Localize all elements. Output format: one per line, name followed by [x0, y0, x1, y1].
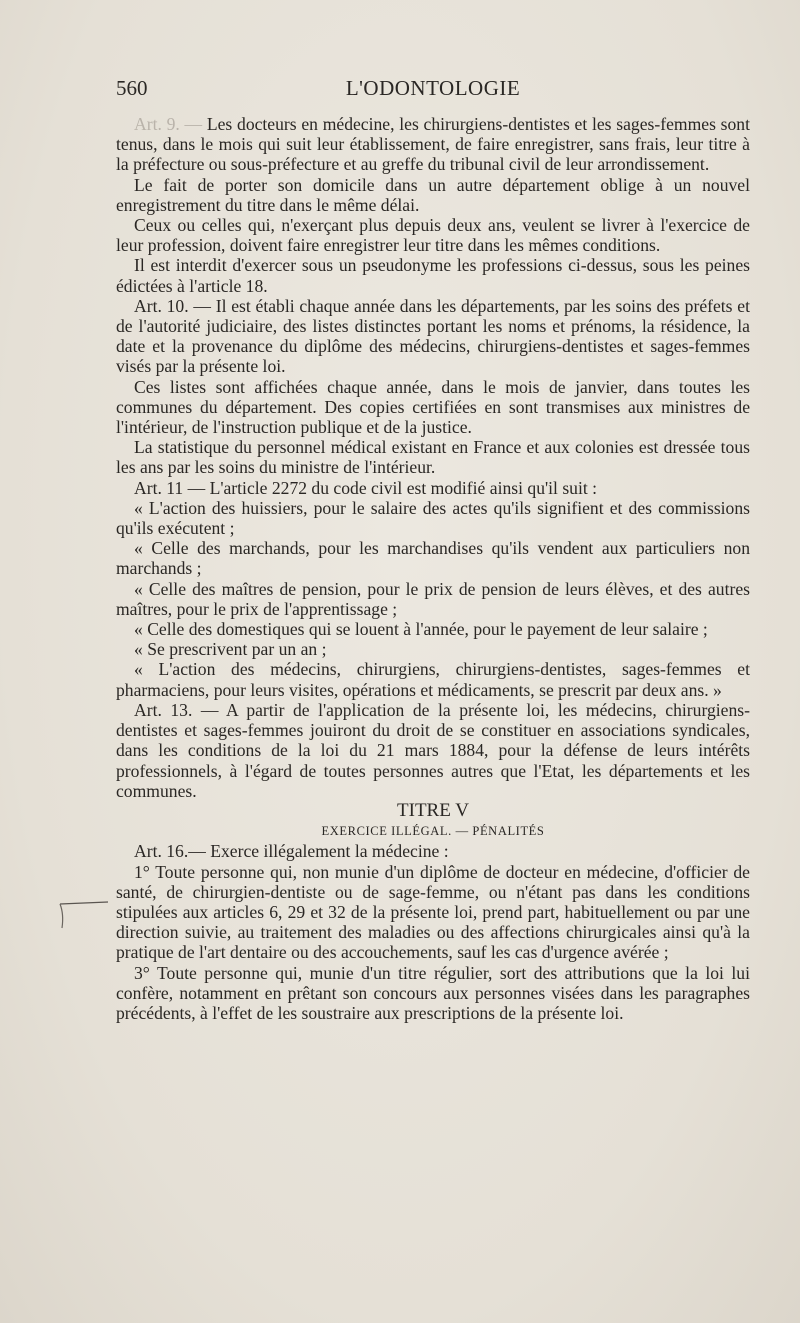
paragraph-text: La statistique du personnel médical existant en France et aux colonies est dressée tous les ans par les soins du ministre de l'intérieur. — [116, 437, 750, 478]
paragraph — [116, 437, 750, 477]
paragraph-text: « Se prescrivent par un an ; — [134, 639, 327, 660]
document-body — [116, 114, 750, 1023]
paragraph — [116, 700, 750, 801]
paragraph — [116, 255, 750, 295]
paragraph — [116, 175, 750, 215]
paragraph — [116, 579, 750, 619]
section-title: TITRE V — [397, 799, 469, 821]
paragraph — [116, 498, 750, 538]
paragraph — [116, 478, 750, 498]
paragraph — [116, 963, 750, 1024]
paragraphs-top — [116, 114, 750, 801]
paragraph-text: « Celle des domestiques qui se louent à l'année, pour le payement de leur salaire ; — [134, 619, 708, 640]
paragraph-text: 3° Toute personne qui, munie d'un titre régulier, sort des attributions que la loi lui confère, notamment en prêtant son concours aux personnes visées dans les paragraphes précédents, à l'effet de les soustraire aux prescriptions de la présente loi. — [116, 962, 750, 1023]
paragraph-text: Il est interdit d'exercer sous un pseudonyme les professions ci-dessus, sous les peines édictées à l'article 18. — [116, 255, 750, 296]
paragraph-text: « Celle des marchands, pour les marchandises qu'ils vendent aux particuliers non marchands ; — [116, 538, 750, 579]
paragraph — [116, 841, 750, 861]
paragraph-text: Art. 10. — Il est établi chaque année dans les départements, par les soins des préfets et de l'autorité judiciaire, des listes distinctes portant les noms et prénoms, la résidence, la date et la provenance du diplôme des médecins, chirurgiens-dentistes et sages-femmes visés par la présente loi. — [116, 295, 750, 377]
paragraph-text: Art. 13. — A partir de l'application de la présente loi, les médecins, chirurgiens-dentistes et sages-femmes jouiront du droit de se constituer en associations syndicales, dans les conditions de la loi du 21 mars 1884, pour la défense de leurs intérêts professionnels, à l'égard de toutes personnes autres que l'Etat, les départements et les communes. — [116, 699, 750, 801]
paragraph-text: « L'action des huissiers, pour le salaire des actes qu'ils signifient et des commissions qu'ils exécutent ; — [116, 497, 750, 539]
paragraph-text: « L'action des médecins, chirurgiens, chirurgiens-dentistes, sages-femmes et pharmaciens, pour leurs visites, opérations et médicaments, se prescrit par deux ans. » — [116, 659, 750, 700]
paragraphs-bottom — [116, 841, 750, 1023]
margin-pencil-mark — [52, 898, 112, 938]
paragraph-text: Ces listes sont affichées chaque année, dans le mois de janvier, dans toutes les communes du département. Des copies certifiées en sont transmises aux ministres de l'intérieur, de l'instruction publique et de la justice. — [116, 376, 750, 438]
paragraph-text: 1° Toute personne qui, non munie d'un diplôme de docteur en médecine, d'officier de santé, de chirurgien-dentiste ou de sage-femme, ou n'étant pas dans les conditions stipulées aux articles 6, 29 et 32 de la présente loi, prend part, habituellement ou par une direction suivie, au traitement des maladies ou des affections chirurgicales ainsi qu'à la pratique de l'art dentaire ou des accouchements, sauf les cas d'urgence avérée ; — [116, 861, 750, 963]
page-number: 560 — [116, 76, 148, 100]
paragraph — [116, 619, 750, 639]
paragraph-text: « Celle des maîtres de pension, pour le prix de pension de leurs élèves, et des autres maîtres, pour le prix de l'apprentissage ; — [116, 578, 750, 619]
paragraph — [116, 114, 750, 175]
section-subtitle: EXERCICE ILLÉGAL. — PÉNALITÉS — [321, 824, 545, 839]
paragraph — [116, 538, 750, 578]
paragraph — [116, 639, 750, 659]
paragraph-lead: Art. 9. — — [134, 114, 207, 134]
paragraph — [116, 862, 750, 963]
paragraph-text: Art. 11 — L'article 2272 du code civil est modifié ainsi qu'il suit : — [134, 477, 598, 498]
running-title: L'ODONTOLOGIE — [345, 76, 521, 100]
paragraph — [116, 215, 750, 255]
page-header — [116, 76, 750, 106]
paragraph — [116, 659, 750, 699]
paragraph-text: Le fait de porter son domicile dans un autre département oblige à un nouvel enregistrement du titre dans le même délai. — [116, 174, 750, 215]
paragraph-text: Ceux ou celles qui, n'exerçant plus depuis deux ans, veulent se livrer à l'exercice de leur profession, doivent faire enregistrer leur titre dans les mêmes conditions. — [116, 215, 750, 256]
paragraph — [116, 296, 750, 377]
paragraph-text: Art. 16.— Exerce illégalement la médecine : — [134, 841, 449, 862]
paragraph — [116, 377, 750, 438]
paragraph-text: Les docteurs en médecine, les chirurgiens-dentistes et les sages-femmes sont tenus, dans le mois qui suit leur établissement, de faire enregistrer, sans frais, leur titre à la préfecture ou sous-préfecture et au greffe du tribunal civil de leur arrondissement. — [116, 114, 750, 175]
